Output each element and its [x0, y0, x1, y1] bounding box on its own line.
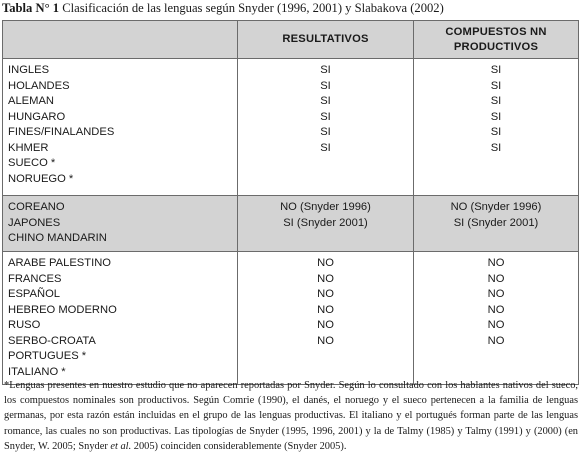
- header-resultativos: RESULTATIVOS: [238, 21, 414, 59]
- header-compuestos-line: PRODUCTIVOS: [453, 40, 539, 53]
- caption-text: Clasificación de las lenguas según Snyder (1996, 2001) y Slabakova (2002): [59, 1, 444, 15]
- language-cell: [3, 59, 238, 196]
- header-language: [3, 21, 238, 59]
- language-cell-value: COREANO: [8, 201, 65, 213]
- resultativos-cell-value: SI: [320, 110, 331, 123]
- resultativos-cell-value: SI: [320, 126, 331, 138]
- compuestos-cell-value: SI: [490, 110, 502, 123]
- language-cell-value: CHINO MANDARIN: [8, 232, 107, 244]
- language-cell-value: FINES/FINALANDES: [8, 126, 115, 138]
- resultativos-cell-value: NO (Snyder 1996): [280, 201, 371, 213]
- resultativos-cell-value: SI: [320, 79, 331, 92]
- compuestos-cell-value: NO: [487, 303, 505, 316]
- language-cell-value: PORTUGUES *: [8, 350, 87, 362]
- language-cell-value: ITALIANO *: [8, 365, 66, 378]
- language-group-row: [3, 196, 579, 252]
- table-caption: [2, 1, 444, 16]
- language-cell-value: KHMER: [8, 141, 49, 154]
- resultativos-cell-value: SI (Snyder 2001): [283, 216, 368, 229]
- header-compuestos-line: COMPUESTOS NN: [445, 25, 547, 38]
- footnote-part2: 2005) coinciden considerablemente (Snyder 2005).: [131, 440, 347, 452]
- resultativos-cell-value: NO: [317, 334, 334, 347]
- language-cell-value: ESPAÑOL: [8, 288, 61, 300]
- classification-table: [2, 20, 579, 385]
- resultativos-cell-value: SI: [320, 64, 331, 76]
- language-cell-value: ALEMAN: [8, 95, 55, 107]
- resultativos-cell-value: NO: [317, 257, 334, 269]
- resultativos-cell: [238, 59, 414, 196]
- compuestos-cell: [414, 252, 579, 385]
- language-group-row: [3, 59, 579, 196]
- compuestos-cell-value: SI: [490, 95, 502, 107]
- resultativos-cell-value: NO: [317, 272, 334, 285]
- compuestos-cell-value: NO: [487, 334, 505, 347]
- language-cell-value: HUNGARO: [8, 110, 66, 123]
- compuestos-cell-value: NO: [487, 272, 505, 285]
- language-cell-value: JAPONES: [8, 216, 61, 229]
- compuestos-cell-value: NO: [487, 257, 505, 269]
- compuestos-cell-value: NO: [487, 288, 505, 300]
- compuestos-cell-value: SI (Snyder 2001): [453, 216, 539, 229]
- language-cell-value: RUSO: [8, 319, 41, 331]
- resultativos-cell-value: SI: [320, 141, 331, 154]
- footnote-part1: *Lenguas presentes en nuestro estudio que no aparecen reportadas por Snyder. Según lo consultado con los hablantes nativos del sueco, los compuestos nominales son productivos. Según Comrie (1990), el danés, el noruego y el sueco pertenecen a la familia de lenguas germanas, por esta razón están incluidas en el grupo de las lenguas productivas. El italiano y el portugués forman parte de las lenguas romance, las cuales no son productivas. Las tipologías de Snyder (1995, 1996, 2001) y la de Talmy (1985) y Talmy (1991) y (2000) (en Snyder, W. 2005; Snyder: [4, 380, 578, 452]
- language-cell-value: SERBO-CROATA: [8, 334, 96, 347]
- header-row: [3, 21, 579, 59]
- header-compuestos: [414, 21, 579, 59]
- compuestos-cell-value: SI: [490, 141, 502, 154]
- language-group-row: [3, 252, 579, 385]
- compuestos-cell-value: SI: [490, 79, 502, 92]
- footnote: [4, 378, 578, 454]
- compuestos-cell-value: NO (Snyder 1996): [450, 201, 542, 213]
- compuestos-cell-value: SI: [490, 64, 502, 76]
- caption-label: Tabla N° 1: [2, 1, 60, 15]
- compuestos-cell: [414, 196, 579, 252]
- resultativos-cell-value: NO: [317, 319, 334, 331]
- footnote-italic: et al.: [110, 440, 132, 452]
- language-cell: [3, 196, 238, 252]
- language-cell-value: ARABE PALESTINO: [8, 257, 111, 269]
- language-cell-value: HOLANDES: [8, 79, 70, 92]
- compuestos-cell-value: SI: [490, 126, 502, 138]
- compuestos-cell: [414, 59, 579, 196]
- language-cell-value: HEBREO MODERNO: [8, 303, 117, 316]
- language-cell-value: INGLES: [8, 64, 50, 76]
- resultativos-cell-value: SI: [320, 95, 331, 107]
- resultativos-cell-value: NO: [317, 288, 334, 300]
- language-cell-value: FRANCES: [8, 272, 62, 285]
- language-cell-value: NORUEGO *: [8, 172, 74, 185]
- language-cell-value: SUECO *: [8, 157, 56, 169]
- resultativos-cell: [238, 196, 414, 252]
- resultativos-cell: [238, 252, 414, 385]
- language-cell: [3, 252, 238, 385]
- compuestos-cell-value: NO: [487, 319, 505, 331]
- resultativos-cell-value: NO: [317, 303, 334, 316]
